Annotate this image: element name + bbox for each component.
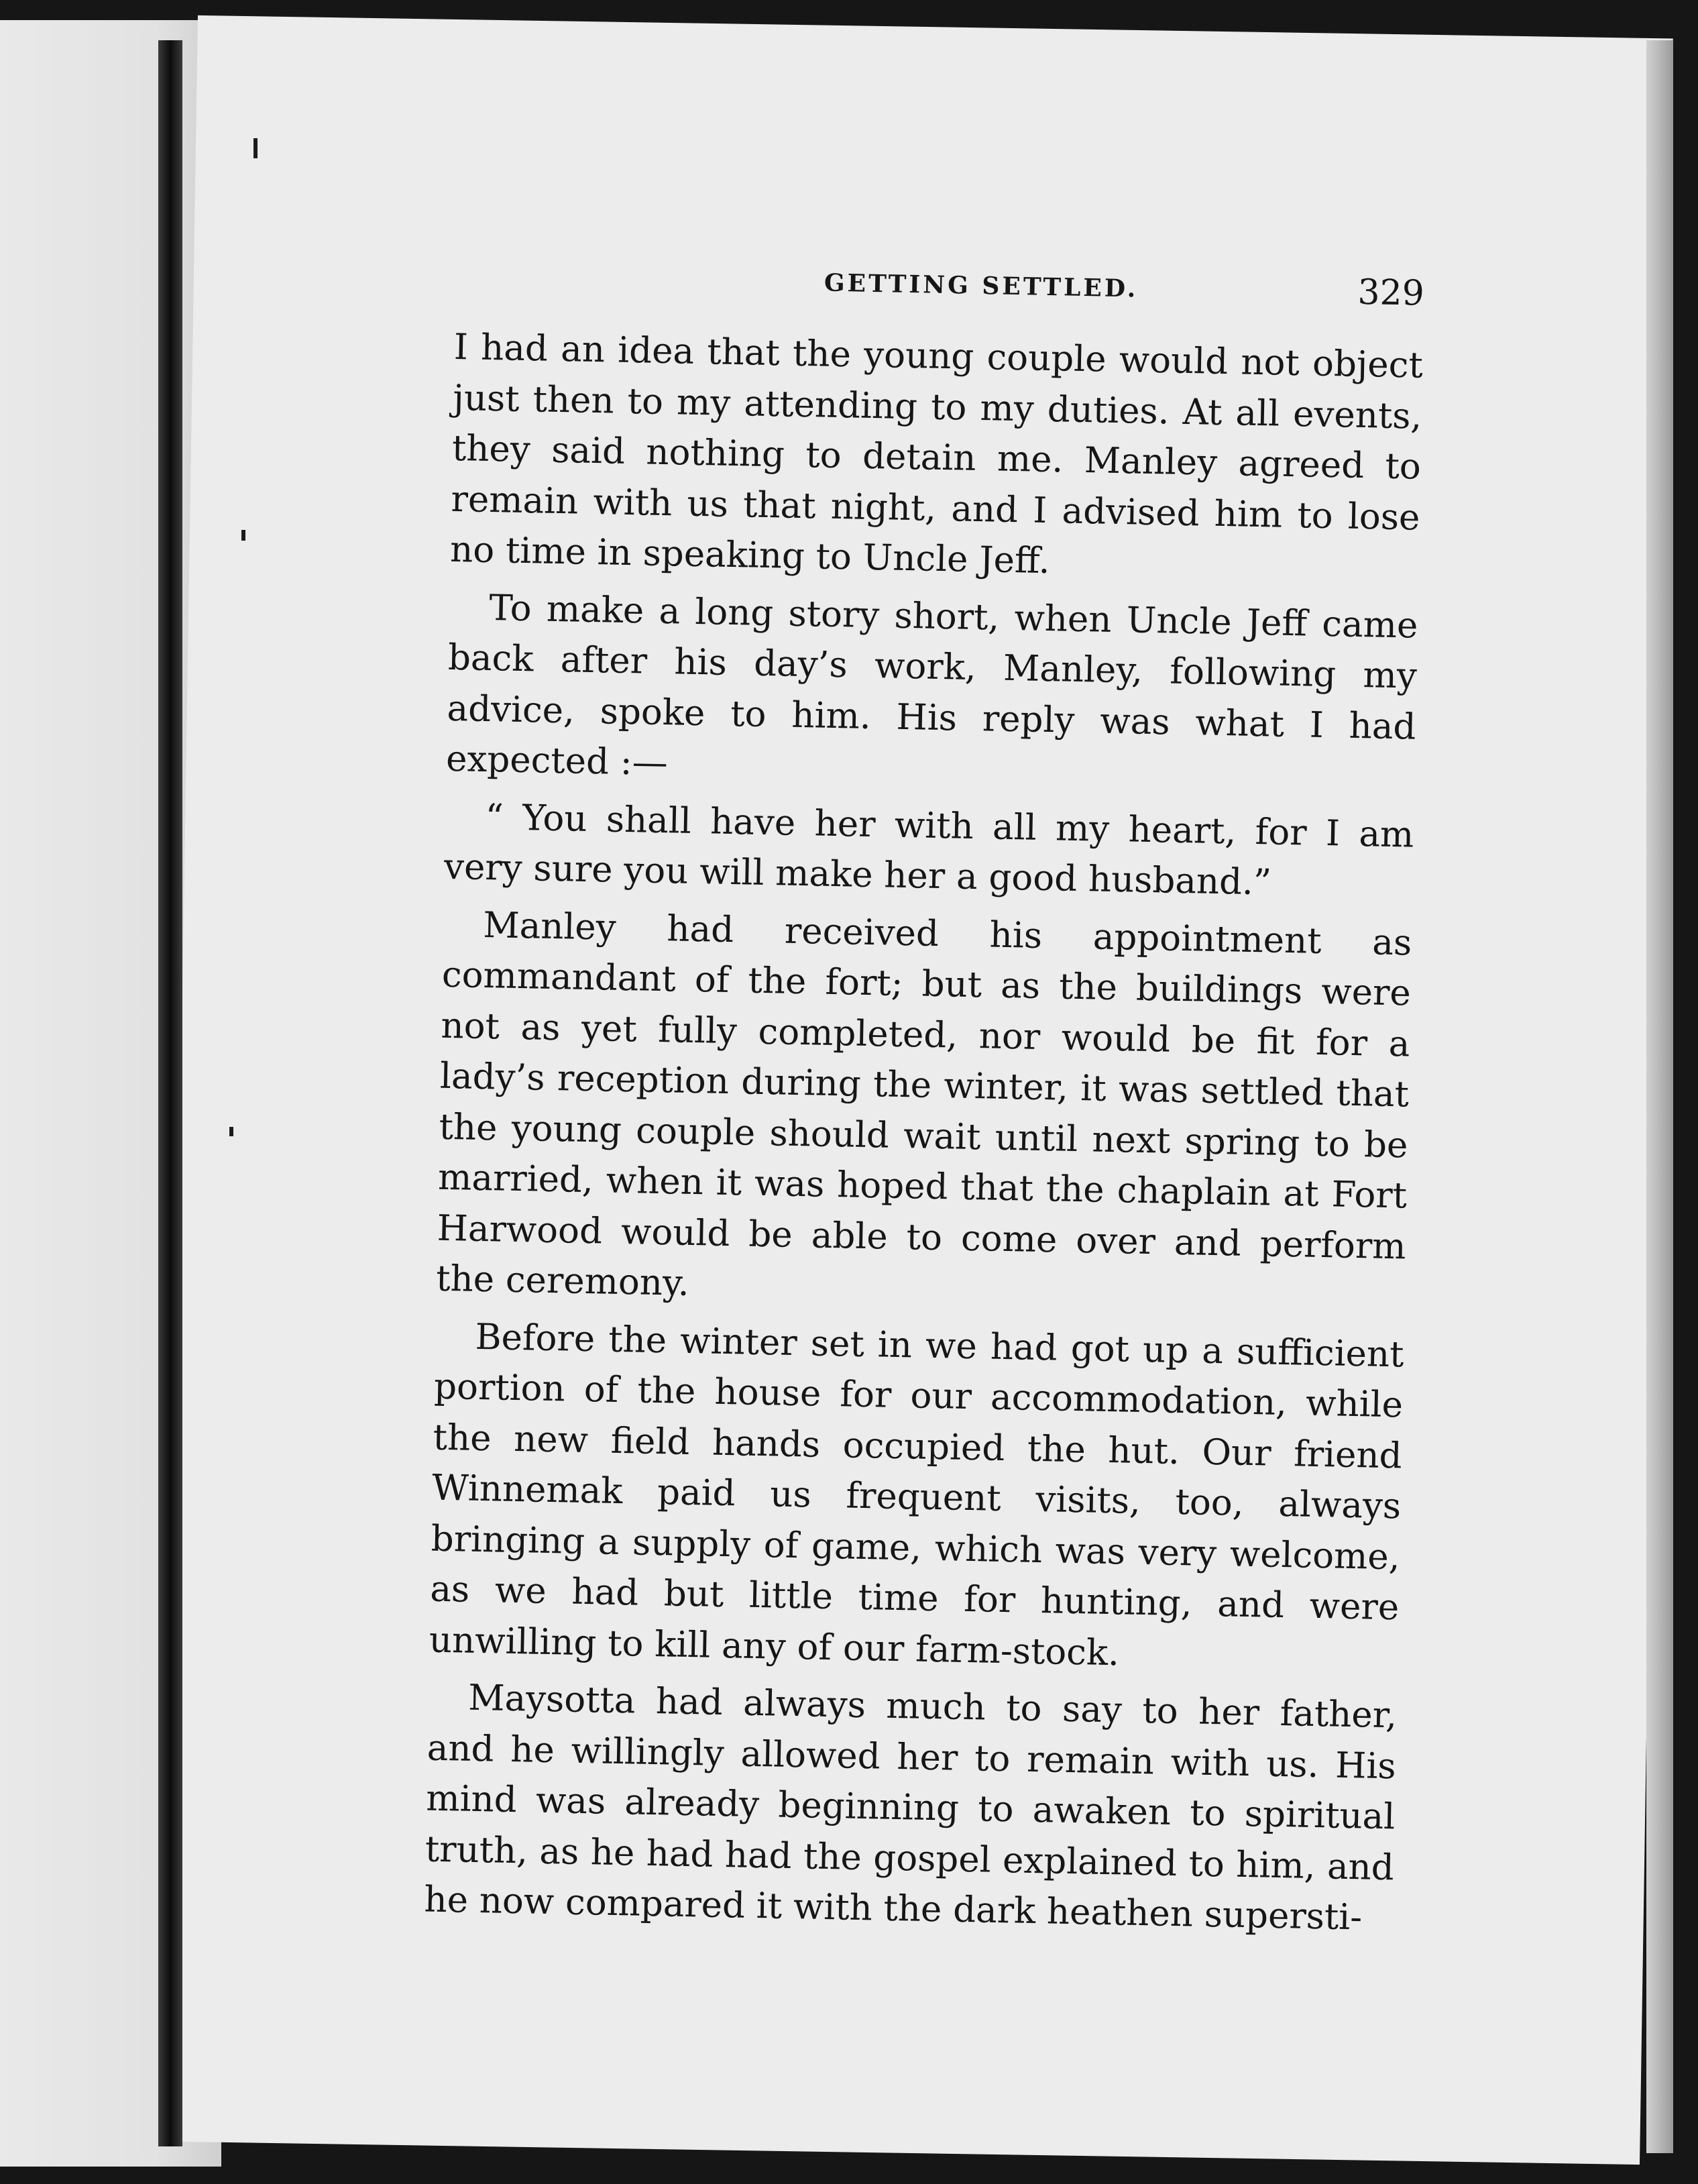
paragraph-6: Maysotta had always much to say to her father, and he willingly allowed her to remain with us. His mind was already beginning to awaken to spiritual truth, as he had had the gospel explained to him, and he now compared it with the dark heathen supersti-	[423, 1677, 1398, 1939]
paragraph-5: Before the winter set in we had got up a sufficient portion of the house for our accommodation, while the new field hands occupied the hut. Our friend Winnemak paid us frequent visits, too, always bringing a supply of game, which was very welcome, as we had but little time for hunting, and were unwilling to kill any of our farm-stock.	[429, 1316, 1404, 1674]
margin-mark	[241, 530, 245, 541]
running-head-title: GETTING SETTLED.	[824, 268, 1139, 303]
margin-mark	[253, 138, 258, 158]
paragraph-1: I had an idea that the young couple would not object just then to my attending to my duties. At all events, they said nothing to detain me. Manley agreed to remain with us that night, and I advised him to lose no time in speaking to Uncle Jeff.	[449, 326, 1424, 582]
paragraph-3: “ You shall have her with all my heart, for I am very sure you will make her a good husband.”	[443, 796, 1414, 904]
book-gutter	[158, 40, 182, 2146]
margin-mark	[229, 1127, 233, 1136]
paragraph-4: Manley had received his appointment as commandant of the fort; but as the buildings were not as yet fully completed, nor would be fit for a lady’s reception during the winter, it was settled that the young couple should wait until next spring to be married, when it was hoped that the chaplain at Fort Harwood would be able to come over and perform the ceremony.	[435, 904, 1412, 1304]
right-page-edge	[1646, 40, 1673, 2153]
page-text-block	[424, 241, 1425, 1944]
paragraph-2: To make a long story short, when Uncle Jeff came back after his day’s work, Manley, following my advice, spoke to him. His reply was what I had expected :—	[445, 587, 1418, 784]
page-number: 329	[1357, 272, 1425, 314]
